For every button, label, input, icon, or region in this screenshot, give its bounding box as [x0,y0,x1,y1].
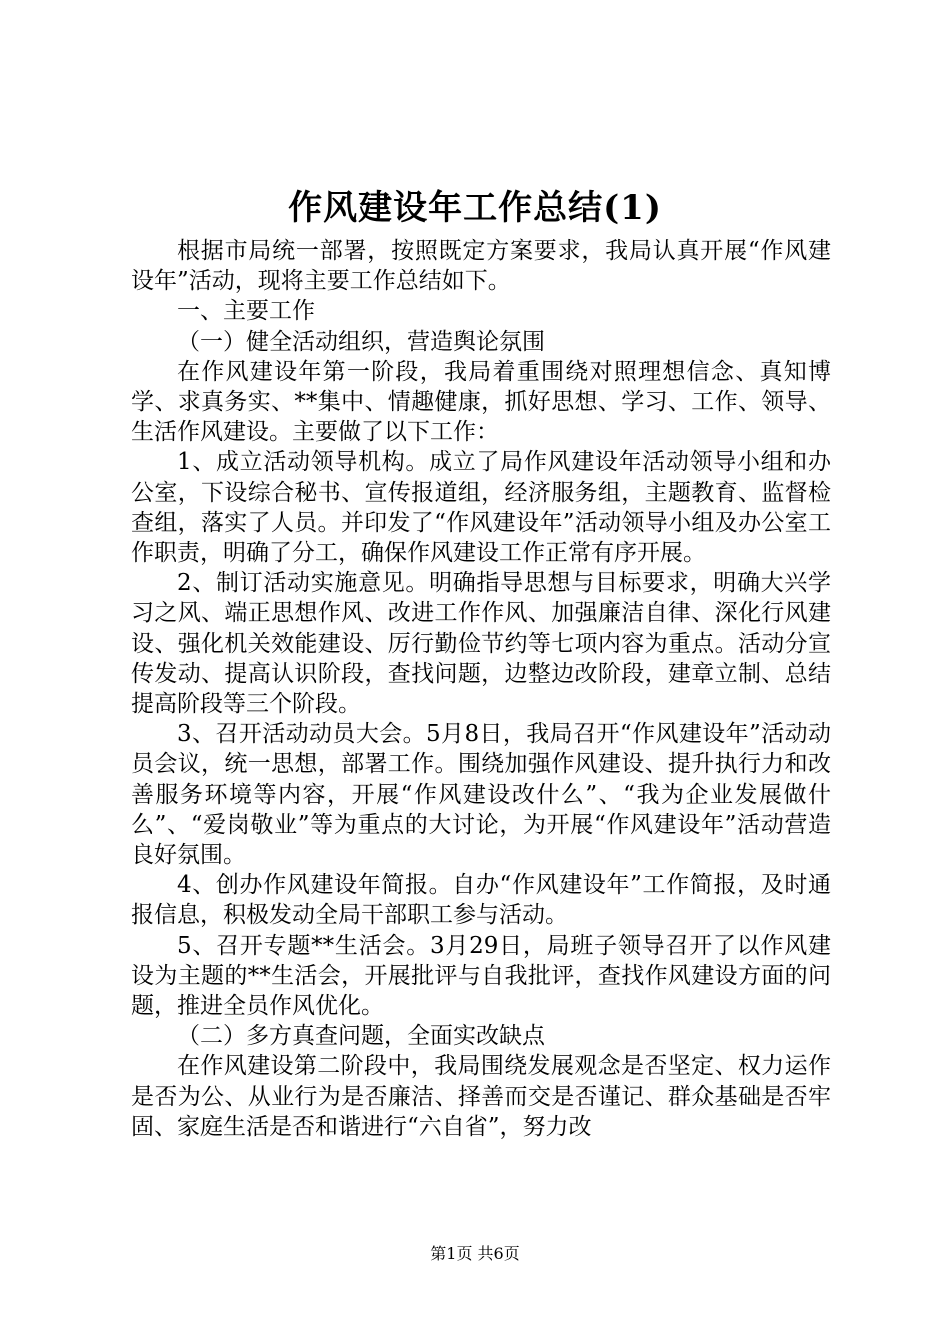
paragraph-item-4: 4、创办作风建设年简报。自办“作风建设年”工作简报，及时通报信息，积极发动全局干部职工参与活动。 [131,872,831,929]
document-title: 作风建设年工作总结(1) [288,188,662,228]
paragraph-item-5: 5、召开专题**生活会。3月29日，局班子领导召开了以作风建设为主题的**生活会，开展批评与自我批评，查找作风建设方面的问题，推进全员作风优化。 [131,932,831,1020]
intro-paragraph: 根据市局统一部署，按照既定方案要求，我局认真开展“作风建设年”活动，现将主要工作总结如下。 [131,238,831,295]
paragraph-item-3: 3、召开活动动员大会。5月8日，我局召开“作风建设年”活动动员会议，统一思想，部署工作。围绕加强作风建设、提升执行力和改善服务环境等内容，开展“作风建设改什么”、“我为企业发展做什么”、“爱岗敬业”等为重点的大讨论，为开展“作风建设年”活动营造良好氛围。 [131,721,831,869]
paragraph-item-1: 1、成立活动领导机构。成立了局作风建设年活动领导小组和办公室，下设综合秘书、宣传报道组，经济服务组，主题教育、监督检查组，落实了人员。并印发了“作风建设年”活动领导小组及办公室工作职责，明确了分工，确保作风建设工作正常有序开展。 [131,449,831,567]
subsection-heading-2: （二）多方真查问题，全面实改缺点 [177,1023,545,1050]
subsection-heading-1: （一）健全活动组织，营造舆论氛围 [177,328,545,355]
paragraph-stage-two: 在作风建设第二阶段中，我局围绕发展观念是否坚定、权力运作是否为公、从业行为是否廉洁、择善而交是否谨记、群众基础是否牢固、家庭生活是否和谐进行“六自省”，努力改 [131,1053,831,1140]
paragraph-stage-one: 在作风建设年第一阶段，我局着重围绕对照理想信念、真知博学、求真务实、**集中、情趣健康，抓好思想、学习、工作、领导、生活作风建设。主要做了以下工作： [131,358,831,446]
paragraph-item-2: 2、制订活动实施意见。明确指导思想与目标要求，明确大兴学习之风、端正思想作风、改进工作作风、加强廉洁自律、深化行风建设、强化机关效能建设、厉行勤俭节约等七项内容为重点。活动分宣传发动、提高认识阶段，查找问题，边整边改阶段，建章立制、总结提高阶段等三个阶段。 [131,570,831,718]
section-heading-main-work: 一、主要工作 [177,298,315,325]
document-body [131,236,831,1142]
page-footer: 第1页 共6页 [430,1244,520,1263]
